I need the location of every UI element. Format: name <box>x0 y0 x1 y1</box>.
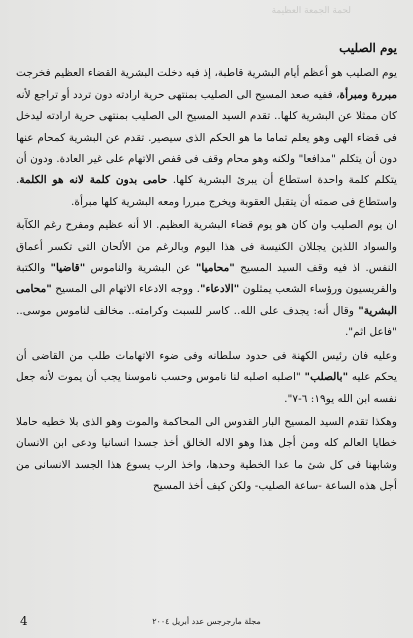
bold-phrase: "محامى البشرية" <box>16 283 397 317</box>
bold-phrase: "بالصلب" <box>304 371 349 384</box>
bold-phrase: حامى بدون كلمة لانه هو الكلمة <box>19 174 168 187</box>
text-run: وقال أنه: يجدف على الله.. كاسر للسبت وكرامته.. مخالف لناموس موسى.. "فاعل اثم". <box>16 304 397 339</box>
paragraph-4 <box>16 412 397 498</box>
text-run: والكتبة والفريسيون ورؤساء الشعب يمثلون <box>16 262 397 296</box>
text-run: "اصلبه اصلبه لنا ناموس وحسب ناموسنا يجب أن يموت لأنه جعل نفسه ابن الله يو١٩: ٦-٧". <box>16 371 397 405</box>
text-run: . واستطاع فى صمته أن يتقبل العقوبة ويخرج مبررا ومعه البشرية كلها مبرأة. <box>16 174 397 208</box>
text-run: وهكذا تقدم السيد المسيح البار القدوس الى المحاكمة والموت وهو الذى بلا خطيه حاملا خطايا العالم كله ومن أجل هذا وهو الاله الخالق أخذ جسدا انسانيا ودعى ابن الانسان وشابهنا فى كل شئ ما عدا الخطية وحدها، واخذ الرب يسوع هذا الجسد الانسانى من أجل هذه الساعة -ساعة الصليب- ولكن كيف أخذ المسيح <box>16 415 397 493</box>
page-number: 4 <box>20 614 28 628</box>
paragraph-1 <box>16 63 397 213</box>
article-heading: يوم الصليب <box>339 41 397 55</box>
bold-phrase: "قاضيا" <box>50 262 86 275</box>
text-run: يوم الصليب هو أعظم أيام البشرية قاطبة، إذ فيه دخلت البشرية القضاء العظيم فخرجت <box>16 67 397 80</box>
bold-phrase: مبررة ومبرأة <box>339 88 397 101</box>
text-run: وعليه فان رئيس الكهنة فى حدود سلطانه وفى ضوء الاتهامات طلب من القاضى أن يحكم عليه <box>16 349 397 384</box>
article-body <box>16 38 397 498</box>
paragraph-3 <box>16 346 397 410</box>
bleed-through-text: ﻟﺤﻤﺔ ﺍﻟﺠﻤﻌﺔ ﺍﻟﻌﻈﻴﻤﺔ <box>271 6 351 16</box>
text-run: ، ففيه صعد المسيح الى الصليب بمنتهى حرية ارادته دون تردد أو تراجع لأنه كان ممثلا عن البشرية كلها.. تقدم السيد المسيح الى الصليب بمنتهى حرية ارادته ليدخل فى قضاء الهى وهو يعلم تماما ما هو الحكم الذى سيصير. تقدم عن البشرية كمحام عنها دون أن يتكلم "مدافعا" ولكنه وهو محام وقف فى قفص الاتهام على غير العادة. ودون أن يتكلم كلمة واحدة استطاع أن يبرئ البشرية كلها. <box>16 88 397 187</box>
bold-phrase: "محاميا" <box>195 262 235 275</box>
issue-footer: مجلة مارجرجس عدد أبريل ٢٠٠٤ <box>152 617 261 626</box>
text-run: عن البشرية والناموس <box>85 262 196 275</box>
bold-phrase: "الادعاء" <box>199 283 240 296</box>
text-run: . ووجه الادعاء الاتهام الى المسيح <box>51 283 200 296</box>
paragraph-2 <box>16 215 397 343</box>
text-run: ان يوم الصليب وان كان هو يوم قضاء البشرية العظيم. الا أنه عظيم ومفرح رغم الكآبة والسواد اللذين يجللان الكنيسة فى هذا اليوم وبالرغم من الألحان التى تكسر أعماق النفس. اذ فيه وقف السيد المسيح <box>16 219 398 275</box>
